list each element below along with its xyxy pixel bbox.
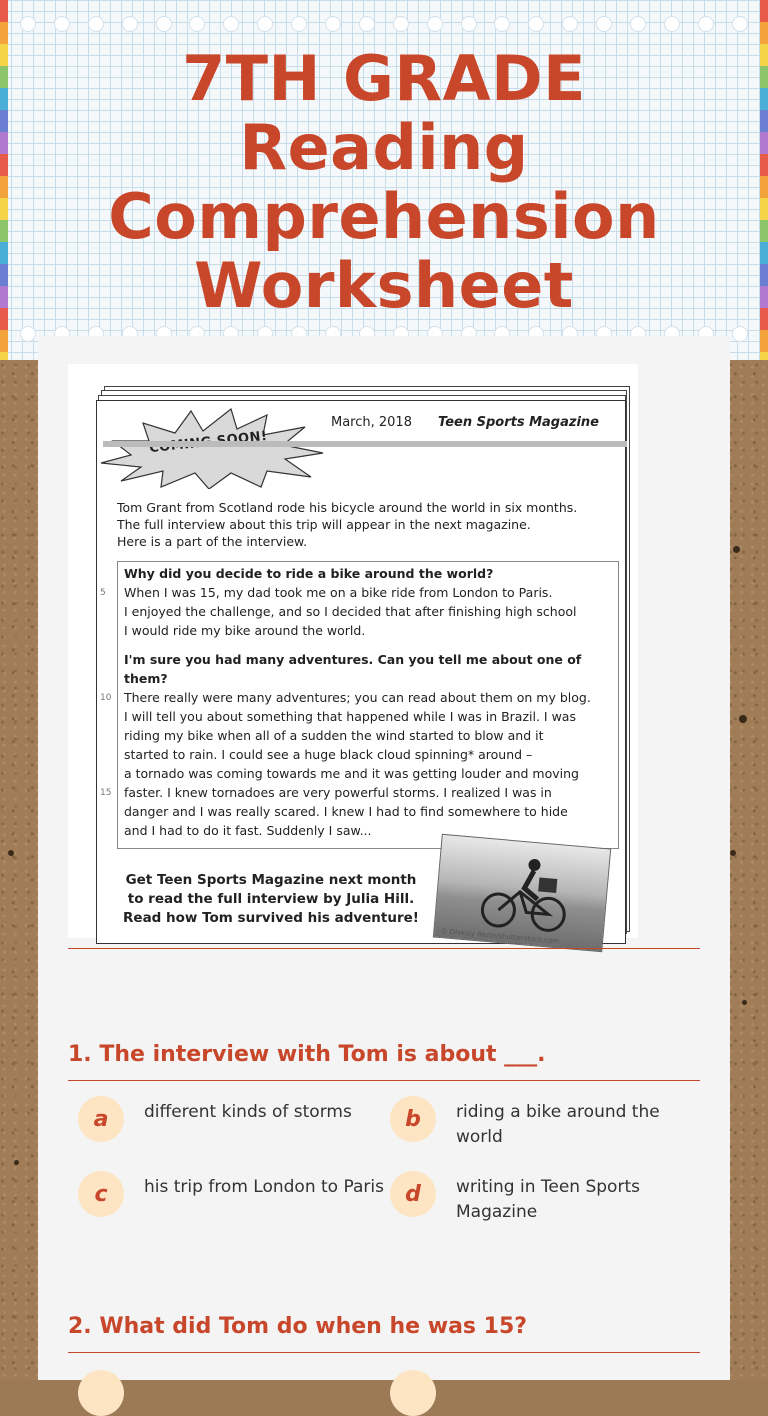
divider [68,948,700,949]
interview-question-line: I'm sure you had many adventures. Can you tell me about one of [124,652,582,667]
binder-hole [325,16,341,32]
intro-text [117,499,617,550]
option-letter-badge: a [78,1096,124,1142]
magazine-pages [82,378,626,946]
line-number: 15 [100,788,112,798]
interview-answer-line: There really were many adventures; you can read about them on my blog. [124,690,591,705]
binder-hole [494,16,510,32]
magazine-date: March, 2018 [331,415,412,430]
binder-hole [189,16,205,32]
option-text: writing in Teen Sports Magazine [456,1177,640,1222]
worksheet-card [38,336,730,1380]
masthead-rule [103,441,627,447]
interview-answer-line: riding my bike when all of a sudden the wind started to blow and it [124,728,544,743]
cork-speck [730,850,736,856]
interview-answer-line: danger and I was really scared. I knew I had to find somewhere to hide [124,804,568,819]
intro-line: The full interview about this trip will appear in the next magazine. [117,517,531,532]
binder-hole [630,16,646,32]
interview-answer-line: I will tell you about something that happened while I was in Brazil. I was [124,709,576,724]
intro-line: Tom Grant from Scotland rode his bicycle around the world in six months. [117,500,578,515]
magazine-page [96,400,626,944]
promo-text [111,871,431,928]
option-letter-badge: b [390,1096,436,1142]
line-number: 10 [100,693,112,703]
interview-answer-line: a tornado was coming towards me and it was getting louder and moving [124,766,579,781]
option-text: his trip from London to Paris [144,1177,384,1197]
option-letter-badge: d [390,1171,436,1217]
binder-hole [427,16,443,32]
promo-line: to read the full interview by Julia Hill. [127,891,415,907]
cork-speck [739,715,747,723]
option-letter-badge[interactable] [78,1370,124,1416]
promo-line: Read how Tom survived his adventure! [123,910,419,926]
cork-speck [14,1160,19,1165]
binder-hole [596,16,612,32]
cork-speck [8,850,14,856]
binder-hole [122,16,138,32]
cork-speck [742,1000,747,1005]
option-letter-badge[interactable] [390,1370,436,1416]
question-1-text: 1. The interview with Tom is about ___. [68,1042,546,1067]
interview-question-line: Why did you decide to ride a bike around the world? [124,566,494,581]
option-text: riding a bike around the world [456,1102,660,1147]
magazine-figure [68,364,638,946]
binder-hole [223,16,239,32]
binder-hole [393,16,409,32]
option-letter-badge: c [78,1171,124,1217]
title-line: Worksheet [194,249,574,322]
photo-credit: © Oleksiy Rezin/shutterstock.com [440,927,560,946]
interview-question-line: them? [124,671,168,686]
binder-hole [291,16,307,32]
binder-hole [54,16,70,32]
binder-hole [20,326,36,342]
intro-line: Here is a part of the interview. [117,534,308,549]
binder-hole [698,16,714,32]
binder-hole [88,16,104,32]
interview-answer-line: faster. I knew tornadoes are very powerful storms. I realized I was in [124,785,552,800]
interview-answer-line: I enjoyed the challenge, and so I decided that after finishing high school [124,604,577,619]
binder-holes-top [20,16,748,32]
line-number: 5 [100,588,106,598]
cork-speck [733,546,740,553]
binder-hole [528,16,544,32]
binder-hole [732,16,748,32]
binder-hole [20,16,36,32]
binder-hole [156,16,172,32]
magazine-name: Teen Sports Magazine [438,415,599,430]
binder-hole [257,16,273,32]
cyclist-photo [433,834,611,952]
interview-answer-line: When I was 15, my dad took me on a bike ride from London to Paris. [124,585,553,600]
interview-answer-line: I would ride my bike around the world. [124,623,366,638]
interview-box [100,561,619,849]
binder-hole [732,326,748,342]
interview-answer-line: and I had to do it fast. Suddenly I saw... [124,823,372,838]
question-2-text: 2. What did Tom do when he was 15? [68,1314,528,1339]
binder-hole [461,16,477,32]
page-title [0,44,768,320]
title-line: 7TH GRADE [182,42,586,115]
question-1-divider [68,1080,700,1081]
option-text: different kinds of storms [144,1102,352,1122]
binder-hole [562,16,578,32]
title-line: Reading [239,111,529,184]
question-2-divider [68,1352,700,1353]
header [0,0,768,360]
title-line: Comprehension [108,180,660,253]
promo-line: Get Teen Sports Magazine next month [125,872,417,888]
binder-hole [359,16,375,32]
binder-hole [664,16,680,32]
interview-answer-line: started to rain. I could see a huge black cloud spinning* around – [124,747,533,762]
